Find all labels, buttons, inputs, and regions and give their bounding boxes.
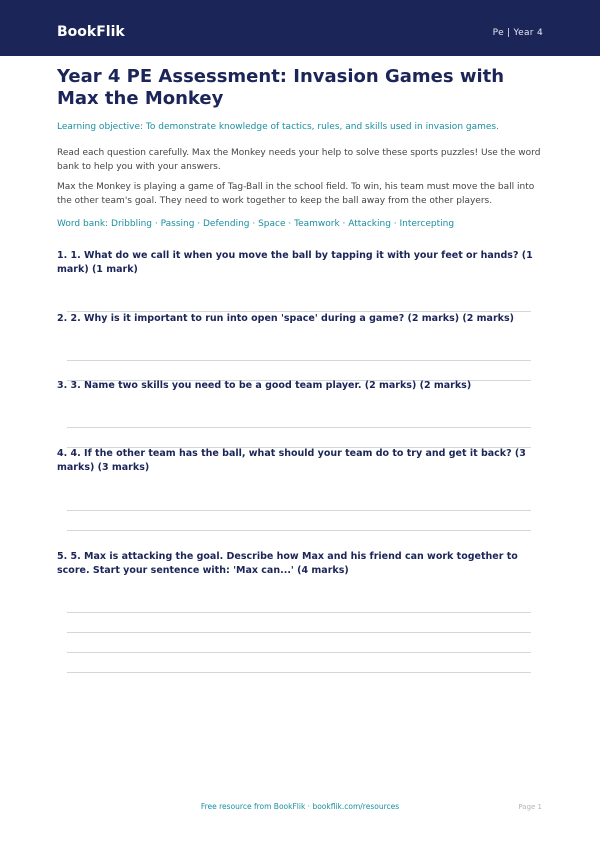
- footer-credit[interactable]: Free resource from BookFlik · bookflik.com/resources: [200, 802, 400, 811]
- scenario-paragraph: Max the Monkey is playing a game of Tag-Ball in the school field. To win, his team must move the ball into the other team's goal. They need to work together to keep the ball away from the other players.: [57, 182, 535, 206]
- answer-line[interactable]: [67, 530, 531, 531]
- intro-paragraph: Read each question carefully. Max the Monkey needs your help to solve these sports puzzles! Use the word bank to help you with your answers.: [57, 148, 541, 172]
- answer-line[interactable]: [67, 632, 531, 633]
- question-4: 4. 4. If the other team has the ball, what should your team do to try and get it back? (3 marks) (3 marks): [57, 448, 526, 473]
- question-2: 2. 2. Why is it important to run into open 'space' during a game? (2 marks) (2 marks): [57, 313, 514, 324]
- question-5: 5. 5. Max is attacking the goal. Describe how Max and his friend can work together to score. Start your sentence with: 'Max can...' (4 marks): [57, 551, 518, 576]
- answer-line[interactable]: [67, 652, 531, 653]
- question-3: 3. 3. Name two skills you need to be a good team player. (2 marks) (2 marks): [57, 380, 472, 391]
- answer-line[interactable]: [67, 360, 531, 361]
- page-title: Year 4 PE Assessment: Invasion Games with Max the Monkey: [57, 66, 505, 109]
- learning-objective: Learning objective: To demonstrate knowledge of tactics, rules, and skills used in invasion games.: [57, 122, 499, 132]
- header-context: Pe | Year 4: [492, 28, 543, 38]
- answer-line[interactable]: [67, 427, 531, 428]
- answer-line[interactable]: [67, 672, 531, 673]
- word-bank: Word bank: Dribbling · Passing · Defending · Space · Teamwork · Attacking · Intercepting: [57, 219, 455, 229]
- answer-line[interactable]: [67, 510, 531, 511]
- page-number: Page 1: [518, 803, 542, 811]
- brand-logo[interactable]: BookFlik: [57, 24, 125, 40]
- answer-line[interactable]: [67, 612, 531, 613]
- question-1: 1. 1. What do we call it when you move the ball by tapping it with your feet or hands? (1 mark) (1 mark): [57, 250, 533, 275]
- header-bar: [0, 0, 600, 56]
